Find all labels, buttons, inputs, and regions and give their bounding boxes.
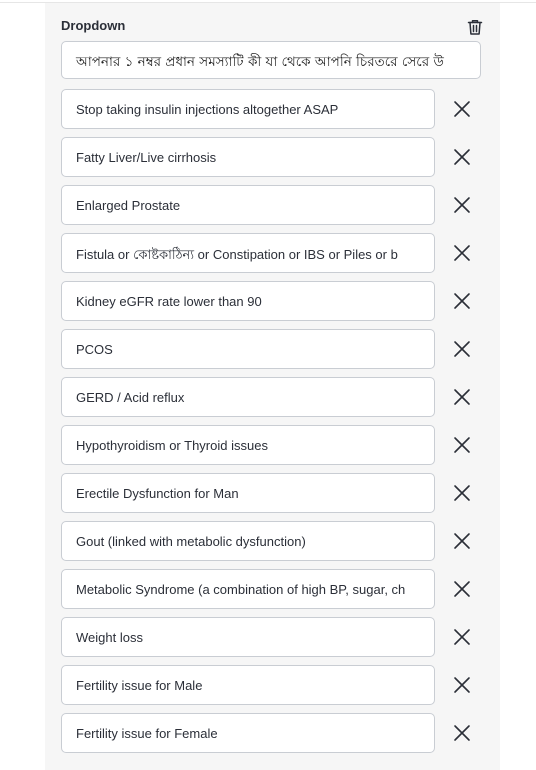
option-value: Weight loss [76,630,143,645]
option-row [61,569,491,617]
option-value: Fistula or কোষ্টকাঠিন্য or Constipation or IBS or Piles or b [76,247,398,262]
option-value: Fertility issue for Female [76,726,218,741]
option-row [61,665,491,713]
option-input[interactable] [61,617,435,657]
option-input[interactable] [61,377,435,417]
remove-option-close-icon[interactable] [451,434,473,456]
option-value: GERD / Acid reflux [76,390,185,405]
option-value: Gout (linked with metabolic dysfunction) [76,534,306,549]
option-input[interactable] [61,713,435,753]
option-input[interactable] [61,89,435,129]
option-row [61,137,491,185]
option-value: Fatty Liver/Live cirrhosis [76,150,217,165]
remove-option-close-icon[interactable] [451,626,473,648]
option-input[interactable] [61,521,435,561]
option-value: Enlarged Prostate [76,198,181,213]
option-value: PCOS [76,342,113,357]
option-input[interactable] [61,425,435,465]
remove-option-close-icon[interactable] [451,722,473,744]
question-input-value: আপনার ১ নম্বর প্রধান সমস্যাটি কী যা থেকে আপনি চিরতরে সেরে উ [76,54,444,70]
option-row [61,377,491,425]
option-row [61,473,491,521]
remove-option-close-icon[interactable] [451,674,473,696]
option-input[interactable] [61,473,435,513]
remove-option-close-icon[interactable] [451,386,473,408]
field-type-title: Dropdown [61,18,126,33]
remove-option-close-icon[interactable] [451,530,473,552]
option-value: Kidney eGFR rate lower than 90 [76,294,262,309]
remove-option-close-icon[interactable] [451,194,473,216]
option-input[interactable] [61,569,435,609]
option-row [61,233,491,281]
option-row [61,521,491,569]
trash-icon[interactable] [465,17,485,37]
question-input[interactable] [61,41,481,79]
option-list [61,89,491,761]
option-value: Erectile Dysfunction for Man [76,486,239,501]
remove-option-close-icon[interactable] [451,146,473,168]
option-input[interactable] [61,233,435,273]
remove-option-close-icon[interactable] [451,578,473,600]
remove-option-close-icon[interactable] [451,290,473,312]
remove-option-close-icon[interactable] [451,482,473,504]
option-row [61,425,491,473]
option-row [61,185,491,233]
remove-option-close-icon[interactable] [451,338,473,360]
remove-option-close-icon[interactable] [451,242,473,264]
remove-option-close-icon[interactable] [451,98,473,120]
option-row [61,329,491,377]
option-row [61,281,491,329]
option-row [61,713,491,761]
option-value: Metabolic Syndrome (a combination of high BP, sugar, ch [76,582,406,597]
option-value: Fertility issue for Male [76,678,203,693]
option-input[interactable] [61,137,435,177]
option-row [61,617,491,665]
option-value: Stop taking insulin injections altogether ASAP [76,102,339,117]
option-input[interactable] [61,329,435,369]
option-row [61,89,491,137]
option-input[interactable] [61,281,435,321]
option-input[interactable] [61,665,435,705]
option-value: Hypothyroidism or Thyroid issues [76,438,268,453]
option-input[interactable] [61,185,435,225]
field-header [61,15,486,39]
